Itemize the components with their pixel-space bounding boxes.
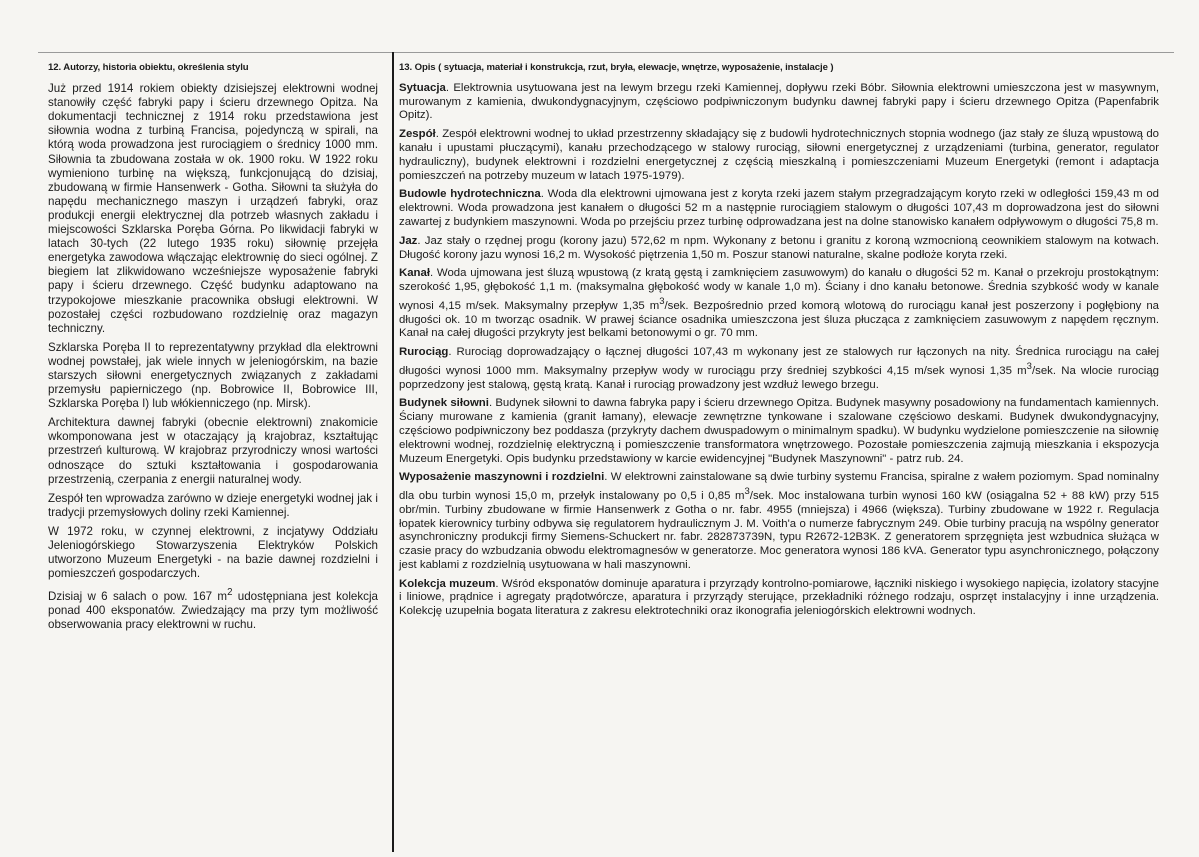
paragraph-wyposazenie	[399, 471, 1159, 572]
lead-kanal: Kanał	[399, 267, 431, 280]
paragraph-kolekcja	[399, 578, 1159, 619]
left-column	[48, 58, 378, 637]
paragraph-jaz	[399, 235, 1159, 263]
text-kolekcja: . Wśród eksponatów dominuje aparatura i przyrządy kontrolno-pomiarowe, łączniki niskiego i wysokiego napięcia, izolatory stacyjne i liniowe, prądnice i agregaty prądotwórcze, aparatura i przyrządy sterujące, przekładniki różnego rodzaju, osprzęt instalacyjny i inne urządzenia. Kolekcję uzupełnia bogata literatura z zakresu elektrotechniki oraz ikonografia jeleniogórskich elektrowni wodnych.	[399, 577, 1159, 618]
section-13-title: 13. Opis ( sytuacja, materiał i konstrukcja, rzut, bryła, elewacje, wnętrze, wyposażenie, instalacje )	[399, 62, 834, 73]
text-rurociag-b: /sek. Na wlocie rurociąg poprzedzony jest stalową, gęstą kratą. Kanał i rurociąg prowadzony jest wzdłuż lewego brzegu.	[399, 364, 1159, 391]
text-budynek: . Budynek siłowni to dawna fabryka papy i ścieru drzewnego Opitza. Budynek masywny posadowiony na fundamentach kamiennych. Ściany murowane z kamienia (granit łamany), elewacje zewnętrzne tynkowane i szalowane częściowo deskami. Budynek dwukondygnacyjny, częściowo podpiwniczony bez poddasza (przykryty dachem dwuspadowym o minimalnym spadku). W budynku wydzielone pomieszczenie na siłownię elektrowni wodnej, rozdzielnię elektryczną i pomieszczenie transformatora wnętrzowego. Pozostałe pomieszczenia zajmują mieszkania i ekspozycja Muzeum Energetyki. Opis budynku przedstawiony w karcie ewidencyjnej "Budynek Maszynowni" - patrz rub. 24.	[399, 397, 1160, 465]
museum-text-b: udostępniana jest kolekcja ponad 400 eksponatów. Zwiedzający ma przy tym możliwość obserwowania pracy elektrowni w ruchu.	[48, 590, 378, 632]
text-rurociag-a: . Rurociąg doprowadzający o łącznej długości 107,43 m wykonany jest ze stalowych rur łączonych na nity. Średnica rurociągu na całej długości wynosi 1000 mm. Maksymalny przepływ wody w rurociągu przy średniej szybkości 4,15 m/sek wynosi 1,35 m	[399, 346, 1159, 377]
history-paragraph: W 1972 roku, w czynnej elektrowni, z incjatywy Oddziału Jeleniogórskiego Stowarzyszenia Elektryków Polskich utworzono Muzeum Energetyki - na bazie dawnej rozdzielni i pomieszczeń gospodarczych.	[48, 524, 378, 581]
text-sytuacja: . Elektrownia usytuowana jest na lewym brzegu rzeki Kamiennej, dopływu rzeki Bóbr. Siłownia elektrowni umieszczona jest w masywnym, murowanym z kamienia, dwukondygnacyjnym, częściowo podpiwniczonym budynku dawnej fabryki papy i ścieru drzewnego Opitza (Papenfabrik Opitz).	[399, 81, 1159, 122]
history-paragraph: Architektura dawnej fabryki (obecnie elektrowni) znakomicie wkomponowana jest w otaczający ją krajobraz, kształtując przestrzeń kulturową. W krajobraz przyrodniczy wnosi wartości odnoszące do sztuki kształtowania i gospodarowania przestrzenią, czerpania z energii naturalnej wody.	[48, 416, 378, 486]
lead-jaz: Jaz	[399, 234, 418, 247]
lead-rurociag: Rurociąg	[399, 346, 449, 359]
section-12-title: 12. Autorzy, historia obiektu, określenia stylu	[48, 62, 249, 73]
text-budowle: . Woda dla elektrowni ujmowana jest z koryta rzeki jazem stałym przegradzającym koryto rzeki w odległości 159,43 m od elektrowni. Woda prowadzona jest kanałem o długości 52 m a następnie rurociągiem stalowym o długości 107,43 m doprowadzona jest do siłowni zawartej z budynkiem maszynowni. Woda po przejściu przez turbinę odprowadzana jest na dolne stanowisko kanałem odpływowym o długości 75,8 m.	[399, 188, 1159, 228]
history-paragraph: Szklarska Poręba II to reprezentatywny przykład dla elektrowni wodnej powstałej, jak wiele innych w jeleniogórskim, na bazie starszych siłowni energetycznych związanych z zakładami przemysłu papierniczego (np. Bobrowice II, Bobrowice III, Szklarska Poręba I) lub włókienniczego (np. Mirsk).	[48, 340, 378, 411]
superscript: 3	[1026, 360, 1032, 372]
text-wyposazenie-b: /sek. Moc instalowana turbin wynosi 160 kW (osiągalna 52 + 88 kW) przy 515 obr/min. Turbiny zbudowane w firmie Hansenwerk z Gotha o nr. fabr. 4955 (mniejsza) i 4966 (większa). Turbiny zbudowane w 1922 r. Regulacja łopatek kierownicy turbiny odbywa się regulatorem hydraulicznym J. M. Voith'a o numerze fabrycznym 249. Obie turbiny pracują na wspólny generator asynchroniczny produkcji firmy Siemens-Schuckert nr. fabr. 282873739N, typu R2672-12B3K. Z generatorem sprzęgnięta jest wzbudnica służąca w czasie pracy do wzbudzania obwodu elektromagnesów w generatorze. Moc generatora wynosi 186 kVA. Generator typu asynchronicznego, połączony jest kablami z rozdzielnią usytuowana w hali maszynowni.	[399, 489, 1160, 571]
paragraph-sytuacja	[399, 82, 1159, 123]
history-paragraph: Zespół ten wprowadza zarówno w dzieje energetyki wodnej jak i tradycji przemysłowych doliny rzeki Kamiennej.	[48, 491, 378, 519]
lead-budynek: Budynek siłowni	[399, 397, 489, 410]
lead-wyposazenie: Wyposażenie maszynowni i rozdzielni	[399, 471, 605, 484]
lead-sytuacja: Sytuacja	[399, 81, 446, 94]
text-kanal-b: /sek. Bezpośrednio przed komorą wlotową do rurociągu kanał jest poszerzony i pogłębiony na długości ok. 10 m tworząc osadnik. W prawej ściance osadnika umieszczona jest śluza płucząca z zamknięciem zasuwowym z napędem ręcznym. Kanał na całej długości przykryty jest belkami betonowymi o gr. 70 mm.	[399, 299, 1159, 340]
superscript: 3	[659, 295, 665, 307]
lead-budowle: Budowle hydrotechniczna	[399, 188, 541, 201]
text-jaz: . Jaz stały o rzędnej progu (korony jazu) 572,62 m npm. Wykonany z betonu i granitu z koroną wzmocnioną ceownikiem stalowym na kotwach. Długość korony jazu wynosi 16,2 m. Wysokość piętrzenia 1,50 m. Poszur stanowi naturalne, skalne podłoże koryta rzeki.	[399, 234, 1159, 261]
superscript: 2	[227, 587, 233, 599]
paragraph-kanal	[399, 267, 1159, 341]
lead-zespol: Zespół	[399, 128, 436, 141]
paragraph-rurociag	[399, 346, 1159, 392]
column-divider	[392, 52, 394, 852]
text-zespol: . Zespół elektrowni wodnej to układ przestrzenny składający się z budowli hydrotechnicznych stopnia wodnego (jaz stały ze śluzą wpustową do kanału i upustami płuczącymi), kanału przechodzącego w stalowy rurociąg, siłowni energetycznej z urządzeniami (turbina, generator, regulator hydrauliczny), budynek elektrowni i rozdzielni energetycznej z częścią mieszkalną i pomieszczeniami Muzeum Energetyki (remont i adaptacja pomieszczeń na potrzeby muzeum w latach 1975-1979).	[399, 128, 1159, 182]
history-paragraph: Już przed 1914 rokiem obiekty dzisiejszej elektrowni wodnej stanowiły część fabryki papy i ścieru drzewnego Opitza. Na dokumentacji technicznej z 1914 roku przedstawiona jest siłownia wodna z turbiną Francisa, pojedynczą w spirali, na którą woda prowadzona jest rurociągiem o średnicy 1000 mm. Siłownia ta zbudowana została w ok. 1900 roku. W 1922 roku wymieniono turbinę na większą, funkcjonującą do dzisiaj, zbudowaną w firmie Hansenwerk - Gotha. Siłowni ta służyła do napędu mechanicznego maszyn i urządzeń fabryki, oraz produkcji energii elektrycznej dla potrzeb własnych zakładu i miejscowości Szklarska Poręba Górna. Po likwidacji fabryki w latach 30-tych (22 lutego 1935 roku) siłownię przejęła energetyka zawodowa włączając elektrownię do sieci ogólnej. Z biegiem lat zlikwidowano wcześniejsze wyposażenie fabryki papy i ścieru drzewnego. Część budynku adaptowano na trzypokojowe mieszkanie pracownika obsługi elektrowni. W pozostałej części rozbudowano rozdzielnię oraz magazyn techniczny.	[48, 82, 378, 335]
museum-text-a: Dzisiaj w 6 salach o pow. 167 m	[48, 590, 228, 604]
lead-kolekcja: Kolekcja muzeum	[399, 577, 496, 590]
right-column	[399, 58, 1159, 624]
text-kanal-a: . Woda ujmowana jest śluzą wpustową (z kratą gęstą i zamknięciem zasuwowym) do kanału o długości 52 m. Kanał o przekroju prostokątnym: szerokość 1,95, głębokość 1,1 m. (maksymalna głębokość wody w kanale 1,0 m). Ściany i dno kanału betonowe. Średnia szybkość wody w kanale wynosi 4,15 m/sek. Maksymalny przepływ 1,35 m	[399, 267, 1159, 312]
superscript: 3	[744, 486, 750, 498]
paragraph-budowle	[399, 188, 1159, 229]
paragraph-budynek	[399, 397, 1159, 466]
paragraph-zespol	[399, 128, 1159, 183]
museum-paragraph	[48, 586, 378, 632]
text-wyposazenie-a: . W elektrowni zainstalowane są dwie turbiny systemu Francisa, spiralne z wałem poziomym. Spad nominalny dla obu turbin wynosi 15,0 m, przełyk instalowany po 0,5 i 0,85 m	[399, 471, 1159, 502]
